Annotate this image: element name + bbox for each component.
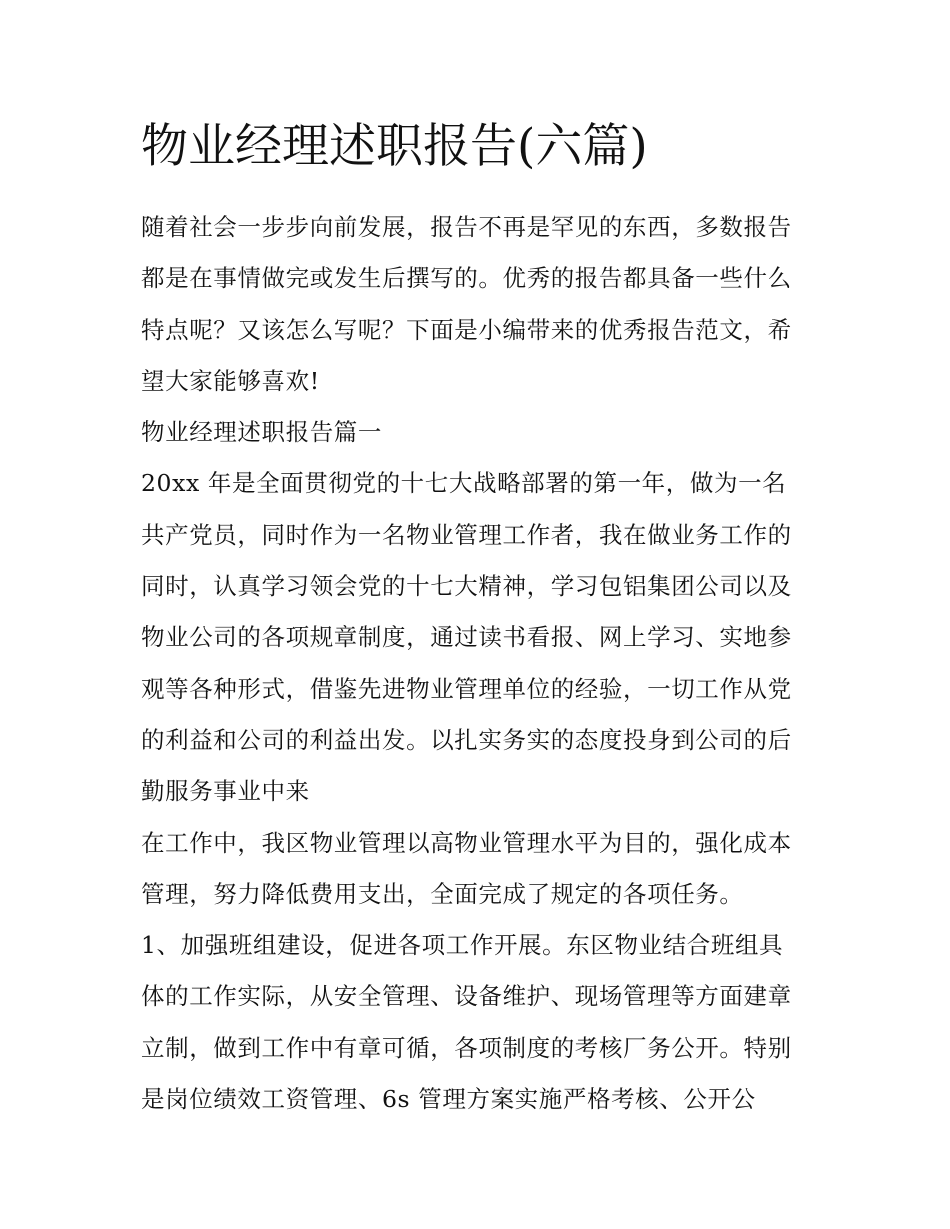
text-line: 共产党员，同时作为一名物业管理工作者，我在做业务工作的: [141, 520, 792, 549]
text-line: 同时，认真学习领会党的十七大精神，学习包铝集团公司以及: [141, 572, 792, 601]
text-line: 望大家能够喜欢!: [141, 366, 320, 395]
text-line: 随着社会一步步向前发展，报告不再是罕见的东西，多数报告: [141, 213, 792, 241]
text-line: 在工作中，我区物业管理以高物业管理水平为目的，强化成本: [141, 828, 792, 857]
text-line: 20xx 年是全面贯彻党的十七大战略部署的第一年，做为一名: [141, 469, 787, 498]
text-line: 观等各种形式，借鉴先进物业管理单位的经验，一切工作从党: [141, 674, 792, 703]
document-body: [141, 112, 821, 1125]
text-line: 特点呢？又该怎么写呢？下面是小编带来的优秀报告范文，希: [141, 315, 792, 344]
text-line: 管理，努力降低费用支出，全面完成了规定的各项任务。: [141, 879, 744, 908]
document-title: 物业经理述职报告(六篇): [141, 119, 648, 174]
text-line: 体的工作实际，从安全管理、设备维护、现场管理等方面建章: [141, 982, 792, 1011]
text-line: 立制，做到工作中有章可循，各项制度的考核厂务公开。特别: [141, 1033, 792, 1062]
text-line: 都是在事情做完或发生后撰写的。优秀的报告都具备一些什么: [141, 264, 792, 293]
text-line: 物业公司的各项规章制度，通过读书看报、网上学习、实地参: [141, 623, 792, 652]
text-line: 是岗位绩效工资管理、6s 管理方案实施严格考核、公开公: [141, 1085, 756, 1114]
section-heading: 物业经理述职报告篇一: [141, 418, 382, 447]
text-line: 的利益和公司的利益出发。以扎实务实的态度投身到公司的后: [141, 725, 792, 754]
text-line: 勤服务事业中来: [141, 777, 310, 806]
text-line: 1、加强班组建设，促进各项工作开展。东区物业结合班组具: [141, 931, 784, 960]
